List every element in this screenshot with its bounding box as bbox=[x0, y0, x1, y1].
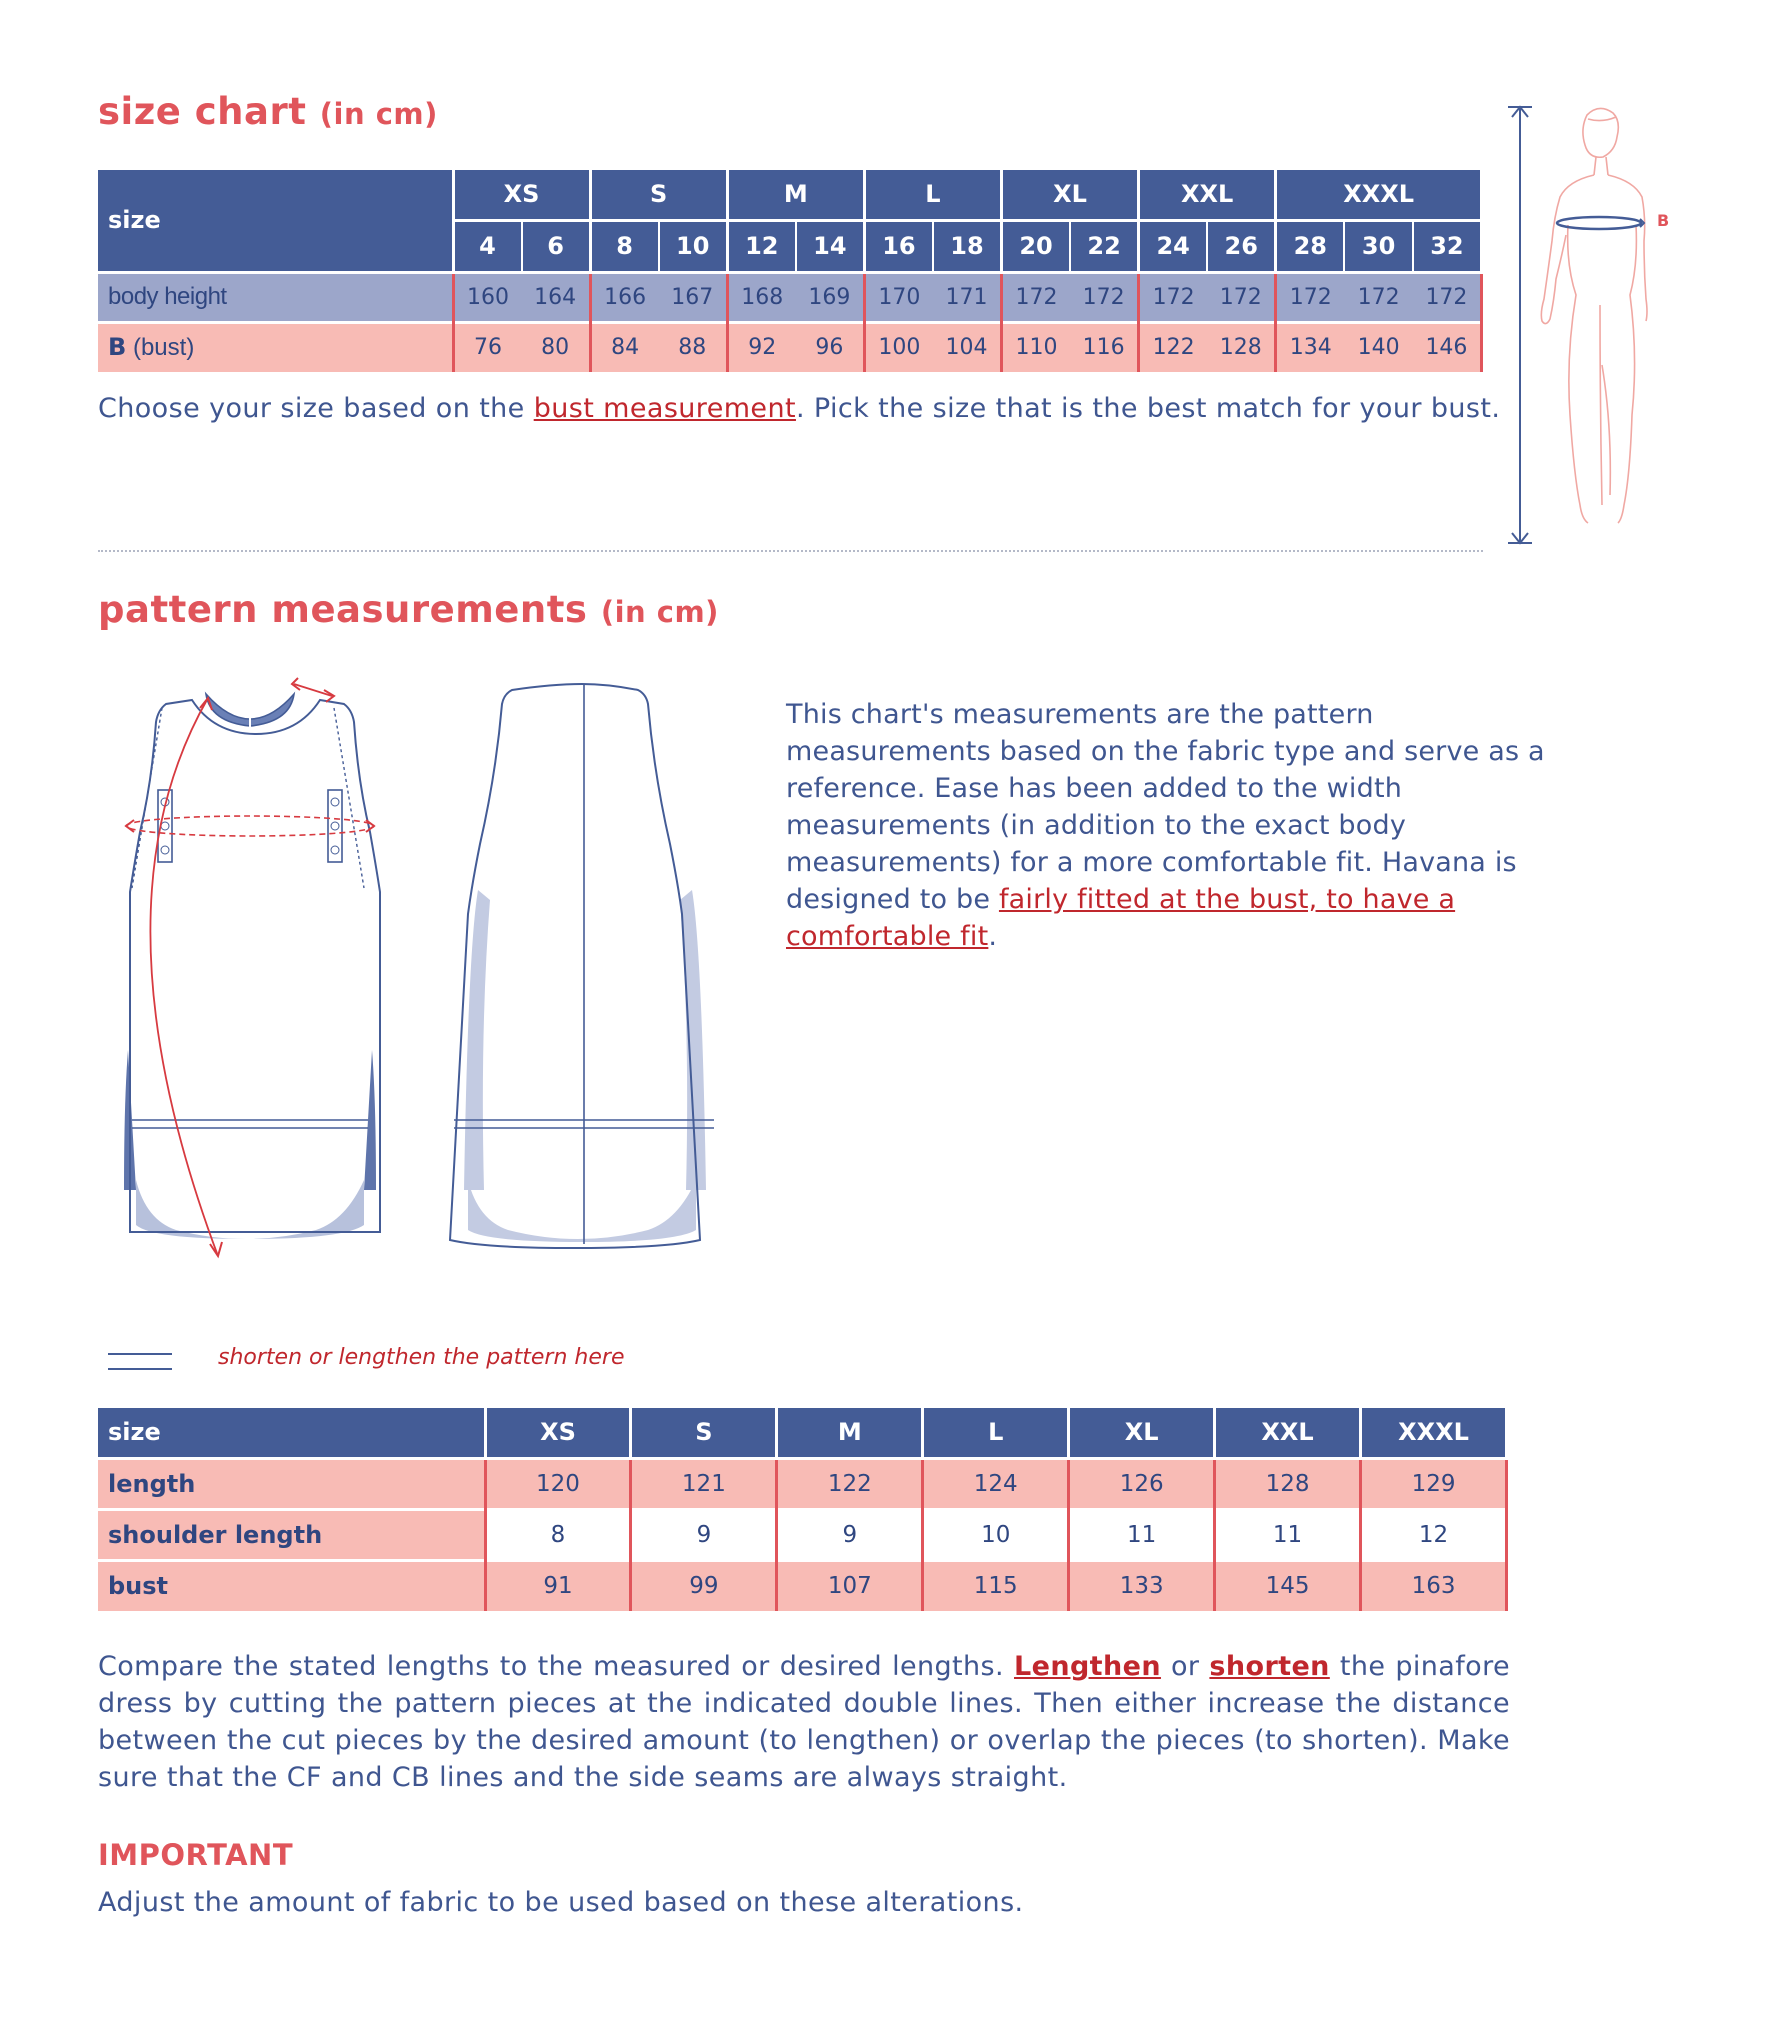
bust-label bbox=[98, 322, 453, 372]
pattern-value: 115 bbox=[923, 1560, 1069, 1611]
pattern-size-l: L bbox=[923, 1408, 1069, 1458]
pattern-value: 9 bbox=[631, 1509, 777, 1560]
size-number-4: 4 bbox=[453, 220, 522, 272]
pattern-value: 11 bbox=[1069, 1509, 1215, 1560]
pattern-size-m: M bbox=[777, 1408, 923, 1458]
bust-value: 116 bbox=[1070, 322, 1139, 372]
pattern-heading bbox=[98, 588, 719, 631]
size-chart-table bbox=[98, 170, 1483, 372]
important-heading: IMPORTANT bbox=[98, 1838, 294, 1872]
pattern-row-label: length bbox=[98, 1458, 485, 1509]
size-label-cell: size bbox=[98, 170, 453, 272]
size-group-xxl: XXL bbox=[1139, 170, 1276, 220]
pattern-value: 128 bbox=[1215, 1458, 1361, 1509]
height-value: 167 bbox=[659, 272, 728, 322]
pattern-value: 122 bbox=[777, 1458, 923, 1509]
bust-value: 100 bbox=[864, 322, 933, 372]
length-arrow-icon bbox=[150, 698, 222, 1256]
pattern-size-xxxl: XXXL bbox=[1361, 1408, 1507, 1458]
size-number-16: 16 bbox=[864, 220, 933, 272]
height-value: 164 bbox=[522, 272, 591, 322]
size-number-18: 18 bbox=[933, 220, 1002, 272]
pattern-size-xxl: XXL bbox=[1215, 1408, 1361, 1458]
height-value: 170 bbox=[864, 272, 933, 322]
size-chart-title: size chart bbox=[98, 90, 307, 133]
lengthen-link[interactable]: Lengthen bbox=[1014, 1651, 1161, 1682]
size-note-text: Choose your size based on the bbox=[98, 393, 534, 424]
pattern-value: 107 bbox=[777, 1560, 923, 1611]
height-value: 169 bbox=[796, 272, 865, 322]
bust-label-text: (bust) bbox=[126, 334, 195, 362]
height-value: 166 bbox=[590, 272, 659, 322]
pattern-description bbox=[786, 696, 1546, 955]
fitted-bust-link[interactable]: fairly fitted at the bust, to have a comfortable fit bbox=[786, 884, 1456, 952]
height-value: 172 bbox=[1139, 272, 1208, 322]
legend-text: shorten or lengthen the pattern here bbox=[218, 1345, 625, 1370]
size-number-10: 10 bbox=[659, 220, 728, 272]
bust-value: 134 bbox=[1276, 322, 1345, 372]
body-height-row bbox=[98, 272, 1482, 322]
pattern-value: 99 bbox=[631, 1560, 777, 1611]
pattern-value: 145 bbox=[1215, 1560, 1361, 1611]
size-number-8: 8 bbox=[590, 220, 659, 272]
height-value: 172 bbox=[1344, 272, 1413, 322]
bust-value: 80 bbox=[522, 322, 591, 372]
bust-value: 110 bbox=[1002, 322, 1071, 372]
size-chart-note bbox=[98, 390, 1501, 427]
bust-measurement-link[interactable]: bust measurement bbox=[533, 393, 796, 424]
size-group-s: S bbox=[590, 170, 727, 220]
body-figure-illustration bbox=[1490, 95, 1670, 555]
pattern-value: 120 bbox=[485, 1458, 631, 1509]
bust-value: 96 bbox=[796, 322, 865, 372]
pattern-measurements-table bbox=[98, 1408, 1508, 1611]
shoulder-arrow-icon bbox=[292, 678, 334, 702]
size-number-30: 30 bbox=[1344, 220, 1413, 272]
size-number-6: 6 bbox=[522, 220, 591, 272]
size-number-20: 20 bbox=[1002, 220, 1071, 272]
size-chart-heading bbox=[98, 90, 438, 133]
pattern-size-xs: XS bbox=[485, 1408, 631, 1458]
pattern-value: 11 bbox=[1215, 1509, 1361, 1560]
height-value: 160 bbox=[453, 272, 522, 322]
size-number-24: 24 bbox=[1139, 220, 1208, 272]
shorten-link[interactable]: shorten bbox=[1209, 1651, 1330, 1682]
pattern-title: pattern measurements bbox=[98, 588, 588, 631]
compare-text-1: Compare the stated lengths to the measured or desired lengths. bbox=[98, 1651, 1015, 1682]
bust-value: 104 bbox=[933, 322, 1002, 372]
pattern-size-label: size bbox=[98, 1408, 485, 1458]
height-value: 172 bbox=[1207, 272, 1276, 322]
bust-value: 140 bbox=[1344, 322, 1413, 372]
compare-text-3: the pinafore dress by cutting the pattern pieces at the indicated double lines. Then either increase the distance between the cut pieces by the desired amount (to lengthen) or overlap the pieces (to shorten). Make sure that the CF and CB lines and the side seams are always straight. bbox=[98, 1651, 1510, 1793]
pattern-value: 163 bbox=[1361, 1560, 1507, 1611]
bust-value: 146 bbox=[1413, 322, 1482, 372]
pattern-desc-text: This chart's measurements are the pattern measurements based on the fabric type and serve as a reference. Ease has been added to the width measurements (in addition to the exact body measurements) for a more comfortable fit. Havana is designed to be bbox=[786, 699, 1545, 915]
bust-figure-label: B bbox=[1657, 211, 1670, 230]
bust-value: 122 bbox=[1139, 322, 1208, 372]
pattern-value: 8 bbox=[485, 1509, 631, 1560]
size-number-14: 14 bbox=[796, 220, 865, 272]
bust-value: 92 bbox=[727, 322, 796, 372]
size-group-row bbox=[98, 170, 1482, 220]
pattern-value: 121 bbox=[631, 1458, 777, 1509]
body-height-label: body height bbox=[98, 272, 453, 322]
double-line-legend-icon bbox=[108, 1353, 172, 1370]
pattern-row-shoulder-length bbox=[98, 1509, 1507, 1560]
size-number-32: 32 bbox=[1413, 220, 1482, 272]
pattern-row-label: shoulder length bbox=[98, 1509, 485, 1560]
pattern-unit: (in cm) bbox=[600, 595, 719, 629]
height-value: 168 bbox=[727, 272, 796, 322]
important-text: Adjust the amount of fabric to be used based on these alterations. bbox=[98, 1887, 1024, 1918]
bust-value: 128 bbox=[1207, 322, 1276, 372]
pattern-size-s: S bbox=[631, 1408, 777, 1458]
pattern-row-label: bust bbox=[98, 1560, 485, 1611]
pattern-row-bust bbox=[98, 1560, 1507, 1611]
size-group-l: L bbox=[864, 170, 1001, 220]
bust-value: 76 bbox=[453, 322, 522, 372]
pattern-value: 129 bbox=[1361, 1458, 1507, 1509]
pattern-value: 12 bbox=[1361, 1509, 1507, 1560]
size-group-xl: XL bbox=[1002, 170, 1139, 220]
size-number-26: 26 bbox=[1207, 220, 1276, 272]
height-value: 171 bbox=[933, 272, 1002, 322]
pattern-value: 91 bbox=[485, 1560, 631, 1611]
pattern-value: 126 bbox=[1069, 1458, 1215, 1509]
size-group-m: M bbox=[727, 170, 864, 220]
bust-row bbox=[98, 322, 1482, 372]
size-group-xxxl: XXXL bbox=[1276, 170, 1482, 220]
pattern-value: 10 bbox=[923, 1509, 1069, 1560]
height-value: 172 bbox=[1276, 272, 1345, 322]
pattern-row-length bbox=[98, 1458, 1507, 1509]
height-value: 172 bbox=[1002, 272, 1071, 322]
pattern-value: 133 bbox=[1069, 1560, 1215, 1611]
compare-paragraph bbox=[98, 1648, 1510, 1796]
size-group-xs: XS bbox=[453, 170, 590, 220]
bust-label-letter: B bbox=[108, 333, 127, 362]
size-chart-unit: (in cm) bbox=[319, 97, 438, 131]
bust-value: 88 bbox=[659, 322, 728, 372]
size-number-12: 12 bbox=[727, 220, 796, 272]
size-number-28: 28 bbox=[1276, 220, 1345, 272]
bust-measure-line bbox=[1557, 217, 1641, 229]
height-value: 172 bbox=[1070, 272, 1139, 322]
pattern-size-xl: XL bbox=[1069, 1408, 1215, 1458]
pattern-value: 9 bbox=[777, 1509, 923, 1560]
bust-value: 84 bbox=[590, 322, 659, 372]
size-note-text-end: . Pick the size that is the best match for your bust. bbox=[795, 393, 1501, 424]
compare-text-2: or bbox=[1160, 1651, 1210, 1682]
height-arrow-icon bbox=[1508, 107, 1532, 543]
size-number-22: 22 bbox=[1070, 220, 1139, 272]
dress-back-illustration bbox=[440, 660, 730, 1260]
pattern-header-row bbox=[98, 1408, 1507, 1458]
height-value: 172 bbox=[1413, 272, 1482, 322]
dress-front-illustration bbox=[110, 660, 390, 1260]
pattern-desc-end: . bbox=[988, 921, 998, 952]
pattern-value: 124 bbox=[923, 1458, 1069, 1509]
section-divider bbox=[98, 550, 1483, 552]
woman-figure-icon bbox=[1541, 108, 1647, 523]
